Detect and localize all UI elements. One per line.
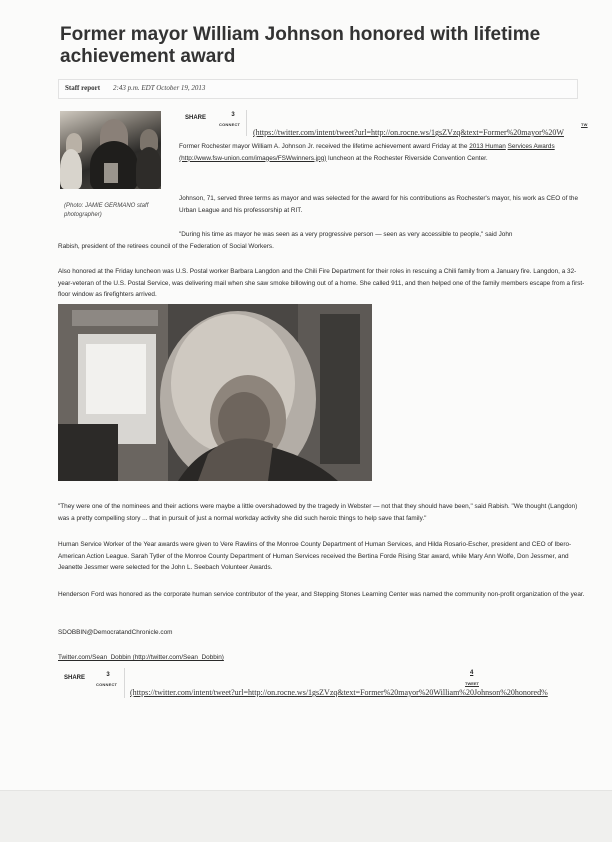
article-headline: Former mayor William Johnson honored with lifetime achievement award: [60, 24, 541, 67]
connect-label-top[interactable]: CONNECT: [219, 122, 241, 127]
paragraph-1-lead: Former Rochester mayor William A. Johnson Jr. received the lifetime achievement award Friday at the: [179, 143, 470, 150]
paragraph-1-tail: luncheon at the Rochester Riverside Convention Center.: [326, 154, 488, 162]
paragraph-1: [179, 141, 579, 164]
tweet-label-top[interactable]: TW: [581, 122, 588, 127]
author-twitter-anchor[interactable]: Twitter.com/Sean_Dobbin (http://twitter.com/Sean_Dobbin): [58, 654, 224, 661]
share-label-top: SHARE: [185, 115, 207, 121]
tweet-label-bottom[interactable]: TWEET: [465, 681, 479, 686]
paragraph-2: Johnson, 71, served three terms as mayor and was selected for the award for his contributions as Rochester's mayor, his work as CEO of the Urban League and his professorship at RIT.: [179, 195, 579, 214]
paragraph-7: Henderson Ford was honored as the corporate human service contributor of the year, and Stepping Stones Learning Center was named the community non-profit organization of the year.: [58, 591, 585, 598]
photo-caption: (Photo: JAMIE GERMANO staff photographer): [64, 203, 149, 218]
paragraph-6: Human Service Worker of the Year awards were given to Vere Rawlins of the Monroe County Department of Human Services, and Hilda Rosario-Escher, president and CEO of Ibero-American Action League. Sarah Tytler of the Monroe County Department of Human Services received the Bertina Forde Rising Star award, while Mary Ann Wolfe, Don Jessmer, and Jeanette Jessmer were selected for the John L. Seebach Volunteer Awards.: [58, 541, 572, 571]
langdon-photo: [58, 304, 372, 481]
langdon-photo-drawing: [58, 304, 372, 481]
lead-photo: [60, 111, 161, 189]
author-email[interactable]: SDOBBIN@DemocratandChronicle.com: [58, 629, 173, 636]
byline-author: Staff report: [65, 84, 101, 92]
paragraph-3-line-1: "During his time as mayor he was seen as a very progressive person — seen as very accessible to people," said John: [179, 231, 513, 238]
paragraph-3-line-2: Rabish, president of the retirees council of the Federation of Social Workers.: [58, 243, 274, 250]
paragraph-4: Also honored at the Friday luncheon was U.S. Postal worker Barbara Langdon and the Chili Fire Department for their roles in rescuing a Chili family from a January fire. Langdon, a 32-year-veteran of the U.S. Postal Service, was delivering mail when she saw smoke billowing out of a home. She called 911, and then helped one of the family members escape from a first-floor window as firefighters arrived.: [58, 268, 585, 298]
paragraph-5: "They were one of the nominees and their actions were maybe a little overshadowed by the tragedy in Webster — not that they should have been," said Rabish. "We thought (Langdon) was a pretty compelling story ... that in pursuit of just a normal workday activity she did such heroic things to help save that family.": [58, 503, 578, 522]
fsw-winners-link[interactable]: Services Awards (http://www.fsw-union.com/images/FSWwinners.jpg): [179, 143, 555, 162]
author-twitter-link[interactable]: [58, 652, 358, 664]
connect-count-top[interactable]: 3: [231, 112, 235, 118]
tweet-count-bottom[interactable]: 4: [470, 670, 474, 676]
connect-label-bottom[interactable]: CONNECT: [96, 682, 118, 687]
scan-margin: [0, 790, 612, 842]
byline-bar: [58, 79, 578, 99]
share-divider-bottom: [124, 668, 125, 698]
tweet-link-top[interactable]: (https://twitter.com/intent/tweet?url=http://on.rocne.ws/1gsZVzq&text=Former%20mayor%20W: [253, 128, 564, 137]
tweet-link-bottom[interactable]: (https://twitter.com/intent/tweet?url=http://on.rocne.ws/1gsZVzq&text=Former%20mayor%20William%20Johnson%20honored%: [130, 688, 548, 697]
human-services-awards-link[interactable]: 2013 Human: [469, 143, 506, 150]
share-label-bottom: SHARE: [64, 675, 86, 681]
connect-count-bottom[interactable]: 3: [106, 672, 110, 678]
byline-timestamp: 2:43 p.m. EDT October 19, 2013: [113, 84, 206, 92]
share-divider-top: [246, 110, 247, 136]
